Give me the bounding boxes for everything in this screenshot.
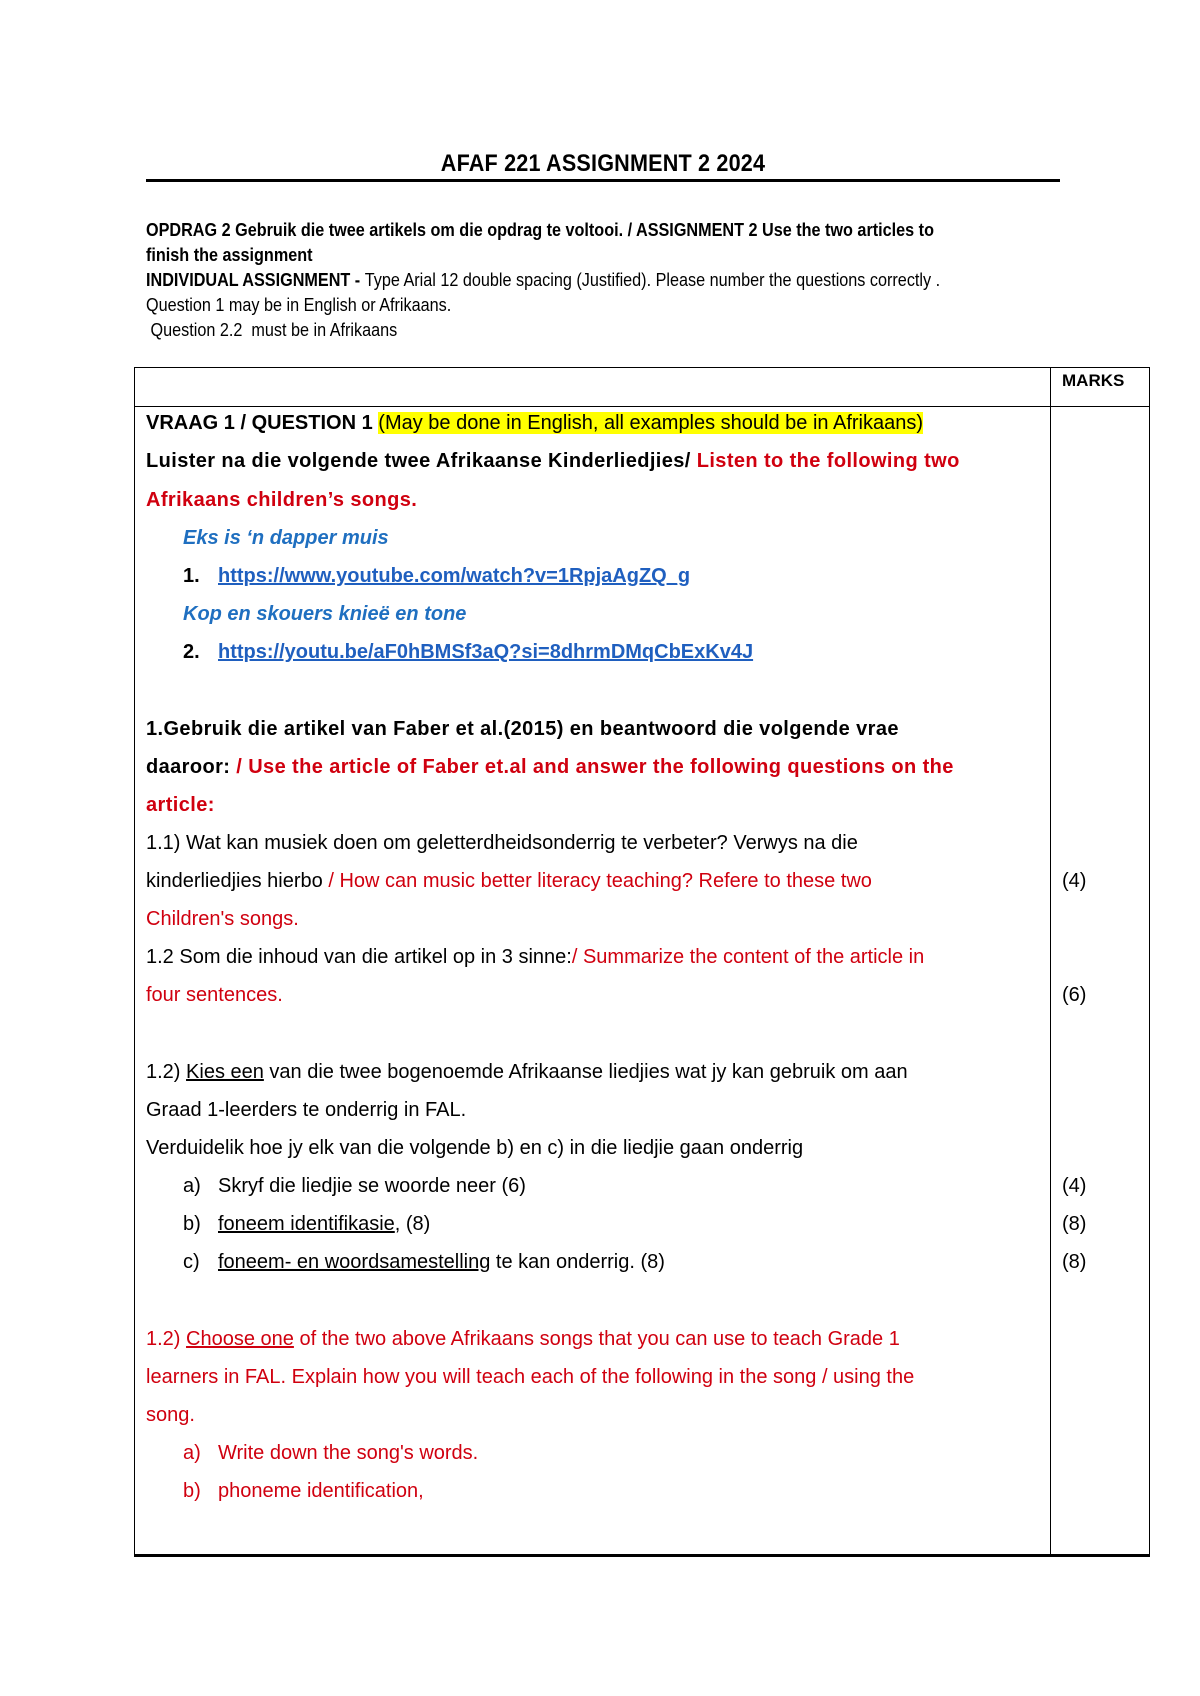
item-a-marks: (4) [1062,1175,1087,1197]
english-item-b-text: phoneme identification, [218,1480,424,1502]
article-af-cont: daaroor: [146,756,231,778]
item-c-marks: (8) [1062,1251,1087,1273]
song-1-number: 1. [183,565,200,587]
question-1-2-en-cont: four sentences. [146,984,283,1006]
question-1-note: (May be done in English, all examples should be in Afrikaans) [378,412,924,434]
english-item-a-text: Write down the song's words. [218,1442,479,1464]
english-item-a-label: a) [183,1442,201,1464]
question-1-2b-line-2: Graad 1-leerders te onderrig in FAL. [146,1099,467,1121]
question-1-heading-line [146,412,923,435]
english-question-line-2: learners in FAL. Explain how you will teach each of the following in the song / using the [146,1366,915,1388]
item-b-term: foneem identifikasie [218,1213,395,1235]
instruction-line-4: Question 1 may be in English or Afrikaans. [146,295,452,315]
instruction-line-2: finish the assignment [146,245,313,265]
item-a-text: Skryf die liedjie se woorde neer (6) [218,1175,526,1197]
song-1-link[interactable]: https://www.youtube.com/watch?v=1RpjaAgZQ_g [218,565,691,587]
listen-line [146,450,960,473]
article-instruction-af: 1.Gebruik die artikel van Faber et al.(2015) en beantwoord die volgende vrae [146,718,899,740]
question-1-2b-rest: van die twee bogenoemde Afrikaanse liedjies wat jy kan gebruik om aan [263,1061,908,1083]
english-question-line-3: song. [146,1404,195,1426]
question-1-1-line-2 [146,870,872,893]
question-1-1-af-cont: kinderliedjies hierbo [146,870,323,892]
instruction-line-3: Type Arial 12 double spacing (Justified). Please number the questions correctly . [364,270,941,290]
marks-column-header: MARKS [1062,371,1125,390]
article-instruction-en: / Use the article of Faber et.al and answer the following questions on the [230,756,954,778]
english-question-prefix: 1.2) [146,1328,187,1350]
question-1-2-en: / Summarize the content of the article in [571,946,925,968]
question-1-heading: VRAAG 1 / QUESTION 1 [146,412,373,434]
question-1-2-line [146,946,924,969]
question-1-1-en: / How can music better literacy teaching? Refere to these two [322,870,872,892]
item-a-label: a) [183,1175,201,1197]
english-question-rest: of the two above Afrikaans songs that you can use to teach Grade 1 [293,1328,900,1350]
item-b-line [218,1213,430,1236]
title-underline [146,179,1060,182]
article-instruction-en-cont: article: [146,794,215,816]
question-1-2-af: 1.2 Som die inhoud van die artikel op in 3 sinne: [146,946,572,968]
item-c-label: c) [183,1251,200,1273]
marks-column-divider [1050,367,1051,1557]
question-1-1-en-cont: Children's songs. [146,908,299,930]
question-1-2b-line [146,1061,908,1084]
song-2-link[interactable]: https://youtu.be/aF0hBMSf3aQ?si=8dhrmDMqCbExKv4J [218,641,754,663]
item-c-term: foneem- en woordsamestelling [218,1251,491,1273]
song-2-title: Kop en skouers knieë en tone [183,603,467,625]
item-b-rest: , (8) [394,1213,431,1235]
question-1-2b-line-3: Verduidelik hoe jy elk van die volgende b) en c) in die liedjie gaan onderrig [146,1137,804,1159]
instruction-line-1: OPDRAG 2 Gebruik die twee artikels om die opdrag te voltooi. / ASSIGNMENT 2 Use the two articles to [146,220,934,240]
listen-afrikaans: Luister na die volgende twee Afrikaanse Kinderliedjies/ [146,450,691,472]
listen-english-cont: Afrikaans children’s songs. [146,489,418,511]
question-1-1-marks: (4) [1062,870,1087,892]
item-b-label: b) [183,1213,201,1235]
item-c-rest: te kan onderrig. (8) [490,1251,665,1273]
instruction-line-3-bold: INDIVIDUAL ASSIGNMENT - [146,270,365,290]
header-row-divider [134,406,1150,407]
article-instruction-line-2 [146,756,954,779]
song-2-number: 2. [183,641,200,663]
listen-english: Listen to the following two [690,450,960,472]
question-1-2b-choose: Kies een [186,1061,264,1083]
english-question-line [146,1328,900,1351]
assignment-instructions [146,218,974,343]
item-c-line [218,1251,665,1274]
document-title: AFAF 221 ASSIGNMENT 2 2024 [440,150,766,177]
song-1-title: Eks is ‘n dapper muis [183,527,389,549]
question-1-2b-prefix: 1.2) [146,1061,187,1083]
item-b-marks: (8) [1062,1213,1087,1235]
question-1-1-af: 1.1) Wat kan musiek doen om geletterdheidsonderrig te verbeter? Verwys na die [146,832,858,854]
question-1-2-marks: (6) [1062,984,1087,1006]
instruction-line-5: Question 2.2 must be in Afrikaans [146,320,398,340]
english-item-b-label: b) [183,1480,201,1502]
english-question-choose: Choose one [186,1328,294,1350]
